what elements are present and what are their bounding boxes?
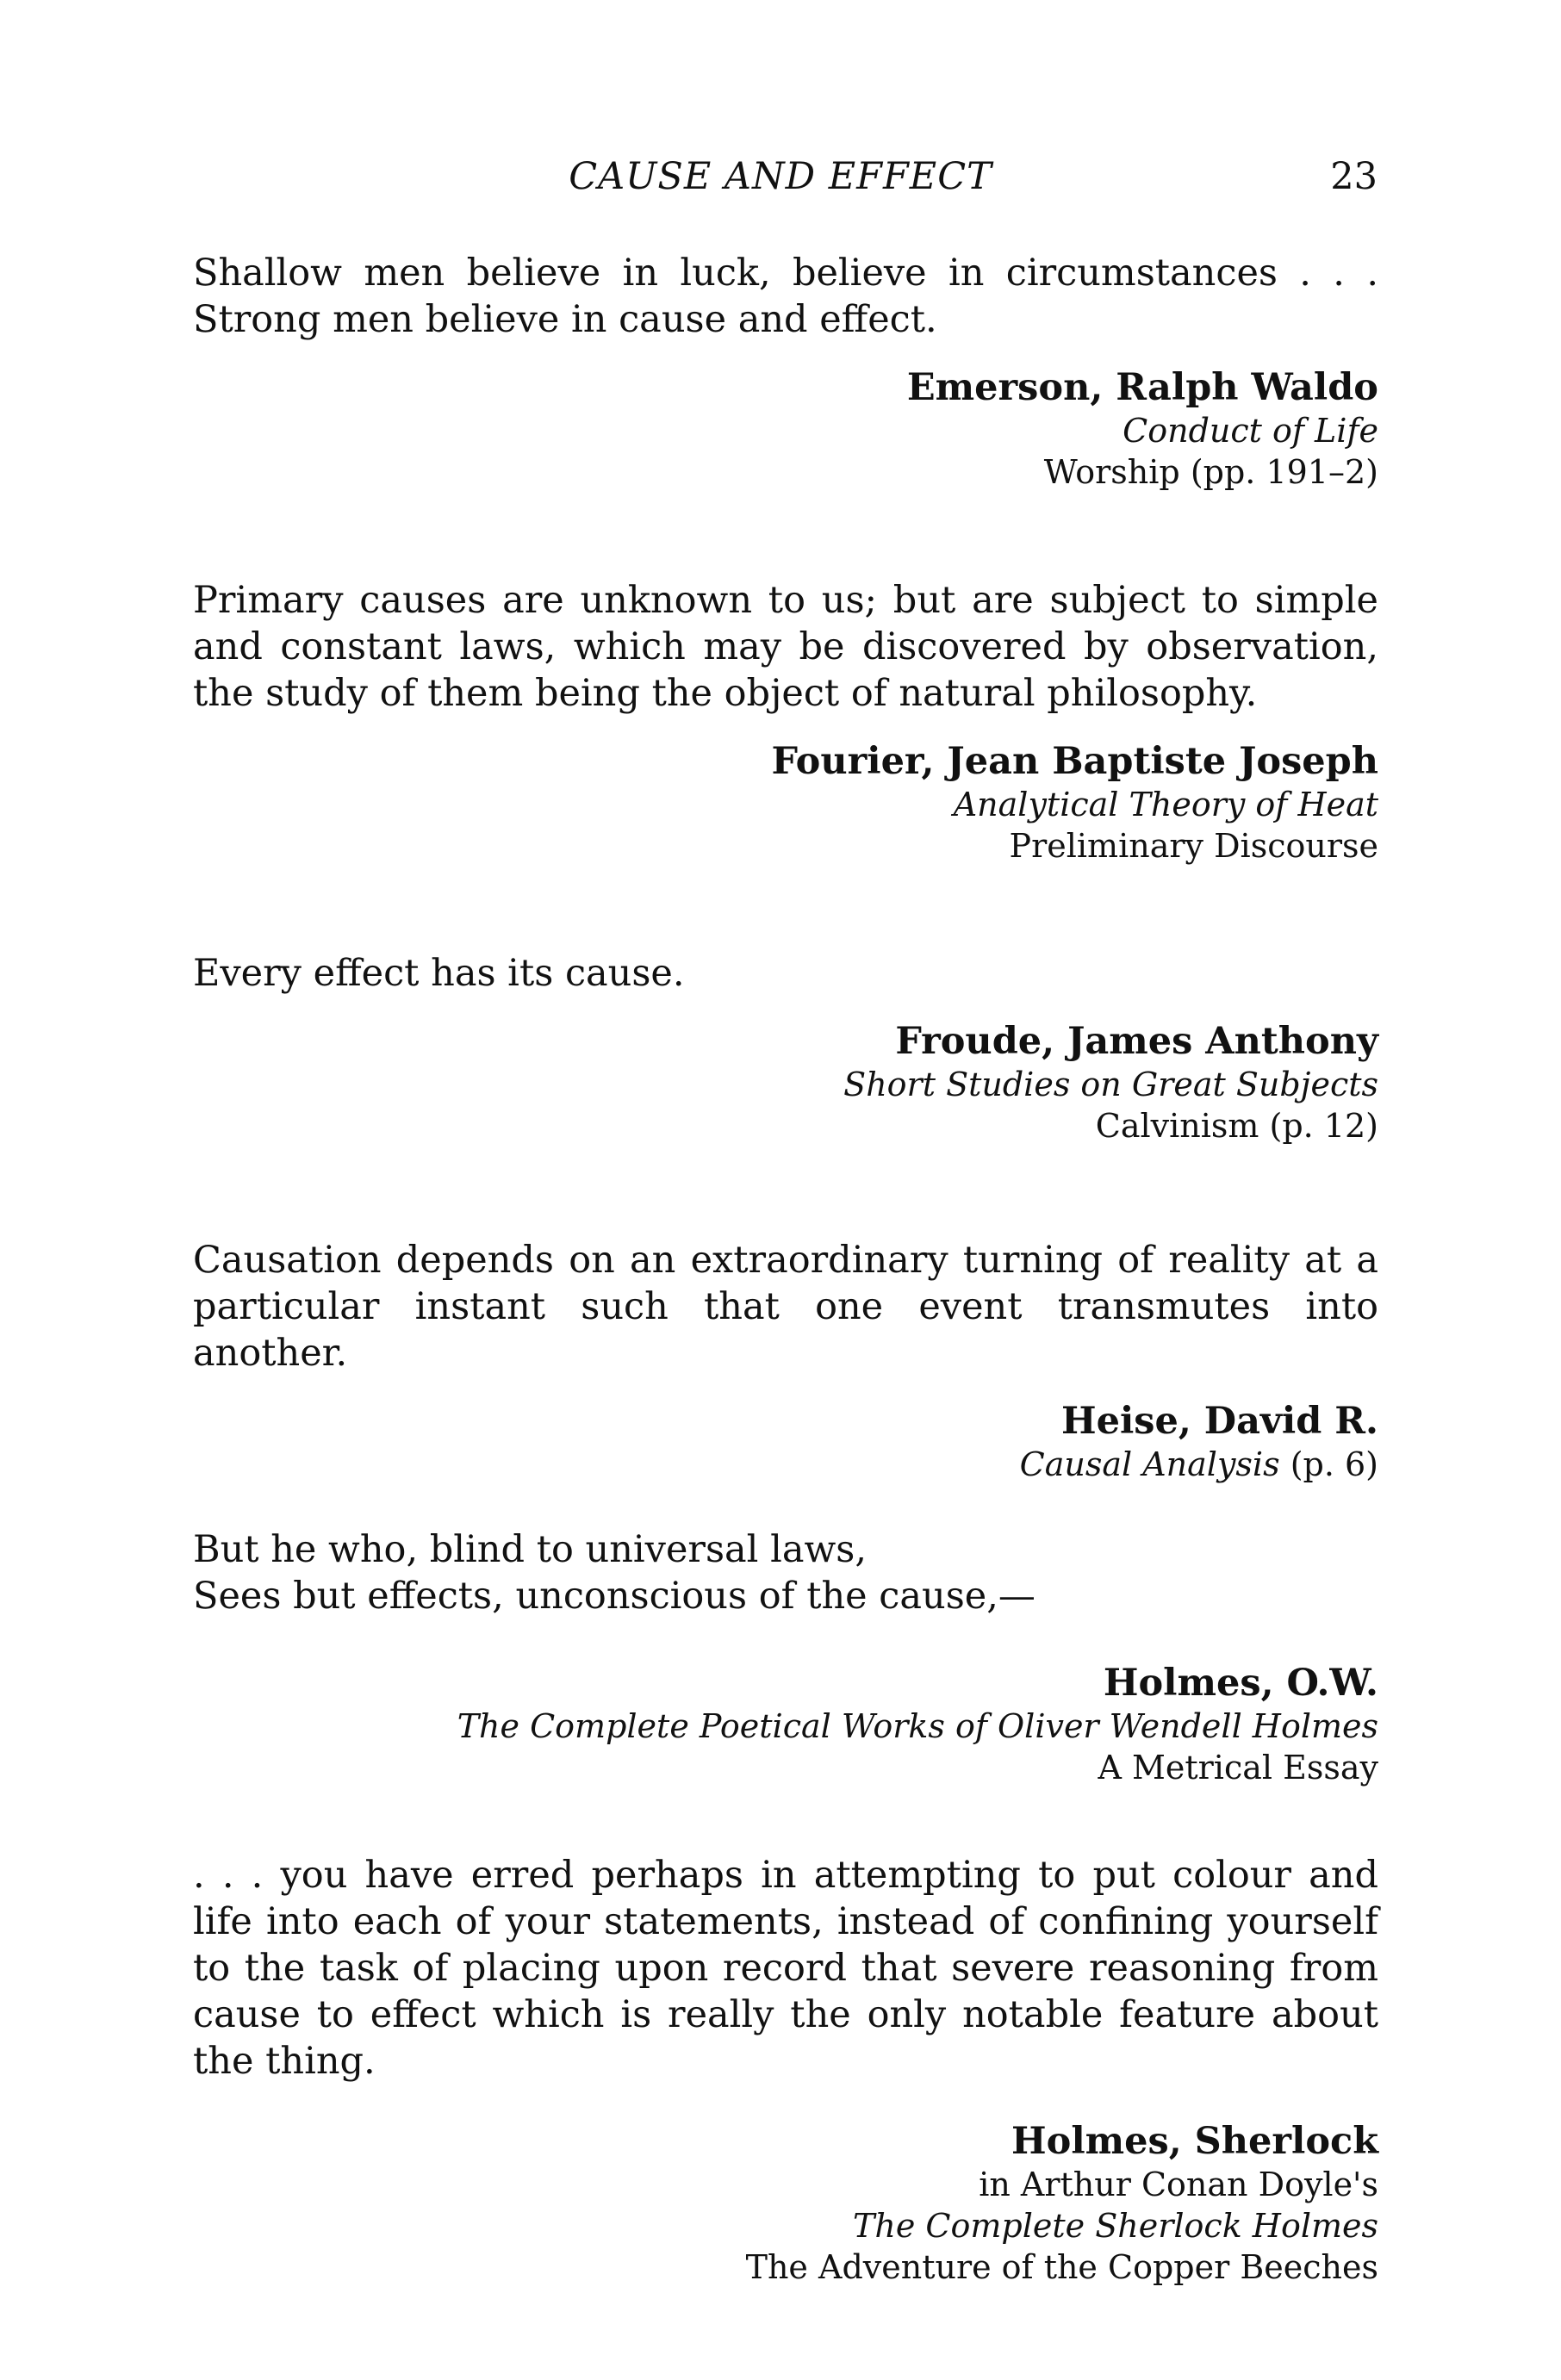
work-detail: A Metrical Essay xyxy=(1098,1749,1378,1787)
work-title: The Complete Poetical Works of Oliver Wendell Holmes xyxy=(457,1707,1378,1745)
quotation-entry xyxy=(193,950,1378,1147)
work-citation xyxy=(193,1444,1378,1485)
quotation-entry xyxy=(193,1852,1378,2288)
attribution xyxy=(193,1399,1378,1485)
quote-text: Every effect has its cause. xyxy=(193,952,685,995)
quotation-entry xyxy=(193,1526,1378,1788)
work-detail: Worship (pp. 191–2) xyxy=(1043,453,1378,491)
quote-text: . . . you have erred perhaps in attempting to put colour and life into each of your statements, instead of confining yourself to the task of placing upon record that severe reasoning from cause to effect which is really the only notable feature about the thing. xyxy=(193,1854,1378,2083)
work-detail: Calvinism (p. 12) xyxy=(1095,1107,1378,1145)
work-detail: Preliminary Discourse xyxy=(1009,827,1378,865)
attribution xyxy=(193,1661,1378,1788)
verse-line: But he who, blind to universal laws, xyxy=(193,1528,868,1571)
attribution xyxy=(193,365,1378,493)
quotation-entry xyxy=(193,577,1378,867)
verse-quote xyxy=(193,1526,1378,1619)
work-title: The Complete Sherlock Holmes xyxy=(853,2207,1378,2245)
attribution xyxy=(193,1019,1378,1147)
work-title: Conduct of Life xyxy=(1123,412,1378,450)
work-title: Analytical Theory of Heat xyxy=(953,786,1378,823)
running-title: CAUSE AND EFFECT xyxy=(569,155,992,198)
author-name: Emerson, Ralph Waldo xyxy=(906,366,1378,409)
running-head xyxy=(0,155,1561,207)
work-detail: (p. 6) xyxy=(1290,1445,1378,1483)
author-name: Holmes, O.W. xyxy=(1103,1662,1378,1705)
verse-line: Sees but effects, unconscious of the cause,— xyxy=(193,1575,1035,1618)
author-prefix: in Arthur Conan Doyle's xyxy=(979,2166,1378,2203)
attribution xyxy=(193,739,1378,867)
quotation-entry xyxy=(193,250,1378,493)
quotation-entry xyxy=(193,1237,1378,1485)
page-number: 23 xyxy=(1330,155,1378,198)
author-name: Heise, David R. xyxy=(1060,1400,1378,1443)
quote-text: Primary causes are unknown to us; but are subject to simple and constant laws, which may be discovered by observation, the study of them being the object of natural philosophy. xyxy=(193,579,1378,715)
quote-text: Causation depends on an extraordinary turning of reality at a particular instant such that one event transmutes into another. xyxy=(193,1239,1378,1375)
author-name: Froude, James Anthony xyxy=(895,1020,1378,1063)
work-title: Causal Analysis xyxy=(1019,1445,1280,1483)
quote-text: Shallow men believe in luck, believe in circumstances . . . Strong men believe in cause and effect. xyxy=(193,252,1378,341)
author-name: Holmes, Sherlock xyxy=(1011,2120,1378,2163)
author-name: Fourier, Jean Baptiste Joseph xyxy=(771,740,1378,783)
work-title: Short Studies on Great Subjects xyxy=(843,1066,1378,1103)
work-detail: The Adventure of the Copper Beeches xyxy=(745,2248,1378,2286)
attribution xyxy=(193,2119,1378,2288)
